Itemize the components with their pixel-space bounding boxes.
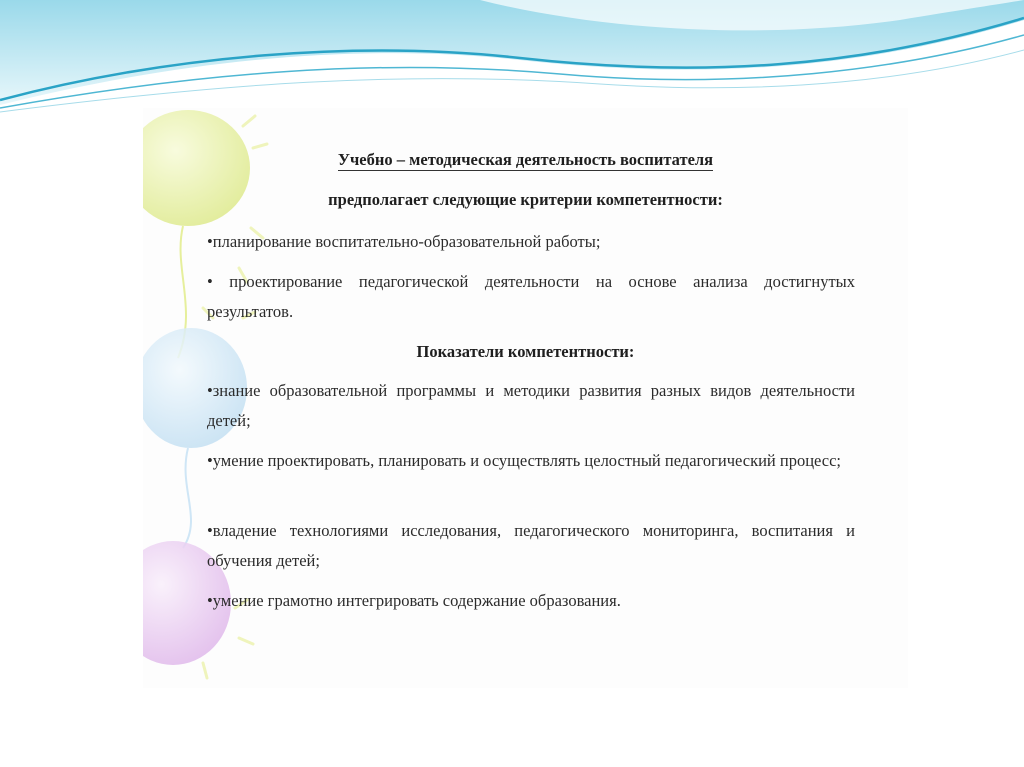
criteria-item-1: •планирование воспитательно-образовательной работы;	[207, 232, 601, 251]
slide-title-text: Учебно – методическая деятельность воспитателя	[337, 150, 714, 169]
slide-card	[143, 108, 908, 688]
indicator-item-1: •знание образовательной программы и методики развития разных видов деятельности детей;	[207, 381, 855, 430]
indicator-item-3: •владение технологиями исследования, педагогического мониторинга, воспитания и обучения детей;	[207, 521, 855, 570]
indicator-item-2: •умение проектировать, планировать и осуществлять целостный педагогический процесс;	[207, 451, 842, 470]
criteria-item-2: • проектирование педагогической деятельности на основе анализа достигнутых результатов.	[207, 272, 855, 321]
top-wave-decoration	[0, 0, 1024, 120]
indicators-heading: Показатели компетентности:	[416, 342, 635, 361]
slide-content	[143, 108, 908, 688]
indicator-item-4: •умение грамотно интегрировать содержание образования.	[207, 591, 621, 610]
slide-title-line-1	[143, 150, 908, 170]
slide-title-line-2: предполагает следующие критерии компетентности:	[328, 190, 723, 209]
